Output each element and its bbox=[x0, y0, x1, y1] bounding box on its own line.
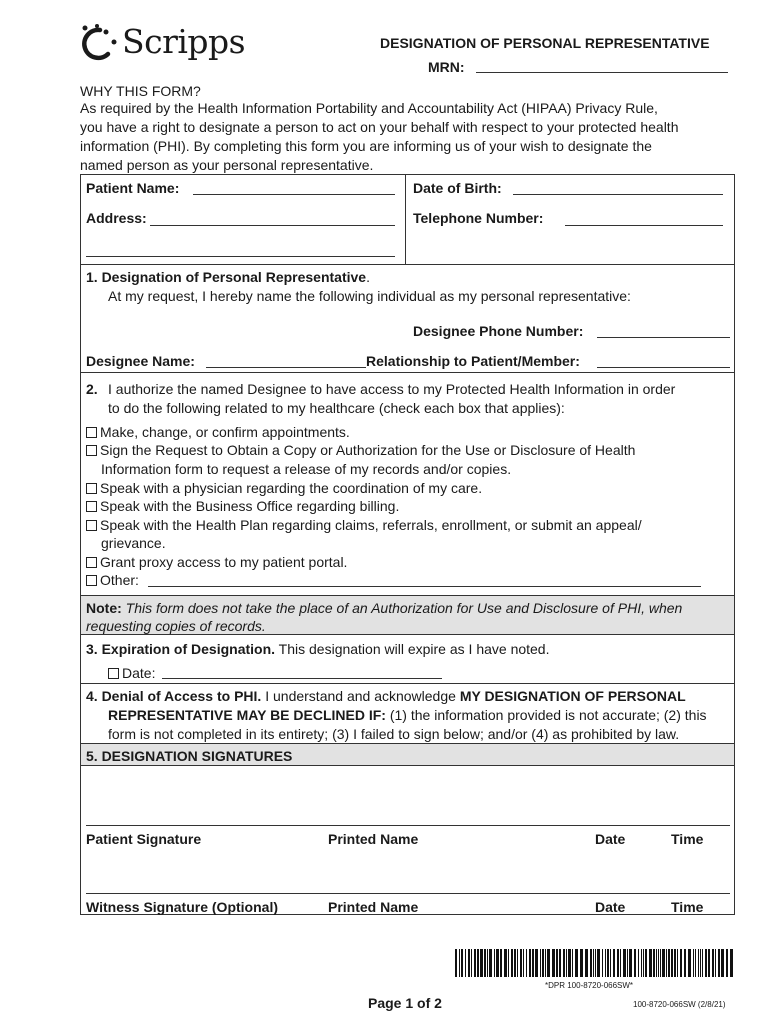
scripps-logo-icon bbox=[78, 24, 122, 64]
note-text: Note: This form does not take the place of an Authorization for Use and Disclosure of PHI, when bbox=[86, 600, 683, 616]
designee-phone-field[interactable] bbox=[597, 337, 730, 338]
telephone-label: Telephone Number: bbox=[413, 210, 544, 226]
barcode-icon bbox=[455, 949, 735, 977]
barcode-text: *DPR 100-8720-066SW* bbox=[545, 981, 634, 990]
address-label: Address: bbox=[86, 210, 147, 226]
designee-name-field[interactable] bbox=[206, 367, 366, 368]
note-label: Note: bbox=[86, 600, 122, 616]
designee-phone-label: Designee Phone Number: bbox=[413, 323, 584, 339]
option-proxy[interactable]: Grant proxy access to my patient portal. bbox=[86, 553, 347, 571]
option-appointments[interactable]: Make, change, or confirm appointments. bbox=[86, 423, 350, 441]
scripps-logo bbox=[78, 22, 248, 66]
relationship-label: Relationship to Patient/Member: bbox=[366, 353, 580, 369]
intro-line: named person as your personal representative. bbox=[80, 157, 374, 173]
patient-name-field[interactable] bbox=[193, 194, 395, 195]
option-sign-request-cont: Information form to request a release of my records and/or copies. bbox=[101, 461, 512, 477]
section4-line3: form is not completed in its entirety; (3) I failed to sign below; and/or (4) as prohibited by law. bbox=[108, 726, 680, 742]
time-label: Time bbox=[671, 831, 704, 847]
intro-heading: WHY THIS FORM? bbox=[80, 83, 201, 99]
intro-line: you have a right to designate a person to act on your behalf with respect to your protected health bbox=[80, 119, 679, 135]
section5-title: 5. DESIGNATION SIGNATURES bbox=[86, 748, 293, 764]
section2-text: I authorize the named Designee to have access to my Protected Health Information in order bbox=[108, 381, 676, 397]
option-health-plan-cont: grievance. bbox=[101, 535, 166, 551]
checkbox[interactable] bbox=[86, 557, 97, 568]
checkbox[interactable] bbox=[86, 445, 97, 456]
option-sign-request[interactable]: Sign the Request to Obtain a Copy or Authorization for the Use or Disclosure of Health bbox=[86, 441, 635, 459]
time-label: Time bbox=[671, 899, 704, 915]
printed-name-label: Printed Name bbox=[328, 831, 419, 847]
option-physician[interactable]: Speak with a physician regarding the coordination of my care. bbox=[86, 479, 482, 497]
dob-label: Date of Birth: bbox=[413, 180, 502, 196]
mrn-field[interactable] bbox=[476, 72, 728, 73]
section4-line2: REPRESENTATIVE MAY BE DECLINED IF: (1) the information provided is not accurate; (2) this bbox=[108, 707, 707, 723]
patient-signature-label: Patient Signature bbox=[86, 831, 202, 847]
witness-signature-line[interactable] bbox=[86, 893, 730, 894]
section2-number: 2. bbox=[86, 381, 98, 397]
section1-title bbox=[86, 268, 370, 286]
section4-line1: 4. Denial of Access to PHI. I understand and acknowledge MY DESIGNATION OF PERSONAL bbox=[86, 688, 686, 704]
note-text-cont: requesting copies of records. bbox=[86, 618, 266, 634]
checkbox[interactable] bbox=[86, 501, 97, 512]
printed-name-label: Printed Name bbox=[328, 899, 419, 915]
patient-signature-line[interactable] bbox=[86, 825, 730, 826]
checkbox[interactable] bbox=[108, 668, 119, 679]
section1-text: At my request, I hereby name the following individual as my personal representative: bbox=[108, 288, 631, 304]
section1-title-period: . bbox=[366, 269, 370, 285]
intro-line: As required by the Health Information Portability and Accountability Act (HIPAA) Privacy Rule, bbox=[80, 100, 658, 116]
logo-wordmark: Scripps bbox=[122, 22, 246, 61]
other-field[interactable] bbox=[148, 586, 701, 587]
address-field-line2[interactable] bbox=[86, 256, 395, 257]
expiration-date-field[interactable] bbox=[162, 678, 442, 679]
dob-field[interactable] bbox=[513, 194, 723, 195]
expiration-date[interactable]: Date: bbox=[108, 664, 155, 682]
option-health-plan[interactable]: Speak with the Health Plan regarding claims, referrals, enrollment, or submit an appeal/ bbox=[86, 516, 642, 534]
checkbox[interactable] bbox=[86, 427, 97, 438]
checkbox[interactable] bbox=[86, 575, 97, 586]
checkbox[interactable] bbox=[86, 520, 97, 531]
checkbox[interactable] bbox=[86, 483, 97, 494]
date-label: Date bbox=[595, 899, 626, 915]
witness-signature-label: Witness Signature (Optional) bbox=[86, 899, 278, 915]
section1-title-text: 1. Designation of Personal Representative bbox=[86, 269, 367, 285]
relationship-field[interactable] bbox=[597, 367, 730, 368]
intro-line: information (PHI). By completing this form you are informing us of your wish to designate the bbox=[80, 138, 652, 154]
date-label: Date bbox=[595, 831, 626, 847]
page-number: Page 1 of 2 bbox=[368, 995, 442, 1011]
patient-name-label: Patient Name: bbox=[86, 180, 180, 196]
designee-name-label: Designee Name: bbox=[86, 353, 195, 369]
option-other[interactable]: Other: bbox=[86, 571, 139, 589]
form-code: 100-8720-066SW (2/8/21) bbox=[633, 1000, 726, 1009]
mrn-label: MRN: bbox=[428, 59, 465, 75]
option-business-office[interactable]: Speak with the Business Office regarding billing. bbox=[86, 497, 399, 515]
form-title: DESIGNATION OF PERSONAL REPRESENTATIVE bbox=[380, 35, 710, 51]
address-field[interactable] bbox=[150, 225, 395, 226]
telephone-field[interactable] bbox=[565, 225, 723, 226]
section3-text: 3. Expiration of Designation. This designation will expire as I have noted. bbox=[86, 641, 550, 657]
section2-text: to do the following related to my healthcare (check each box that applies): bbox=[108, 400, 565, 416]
